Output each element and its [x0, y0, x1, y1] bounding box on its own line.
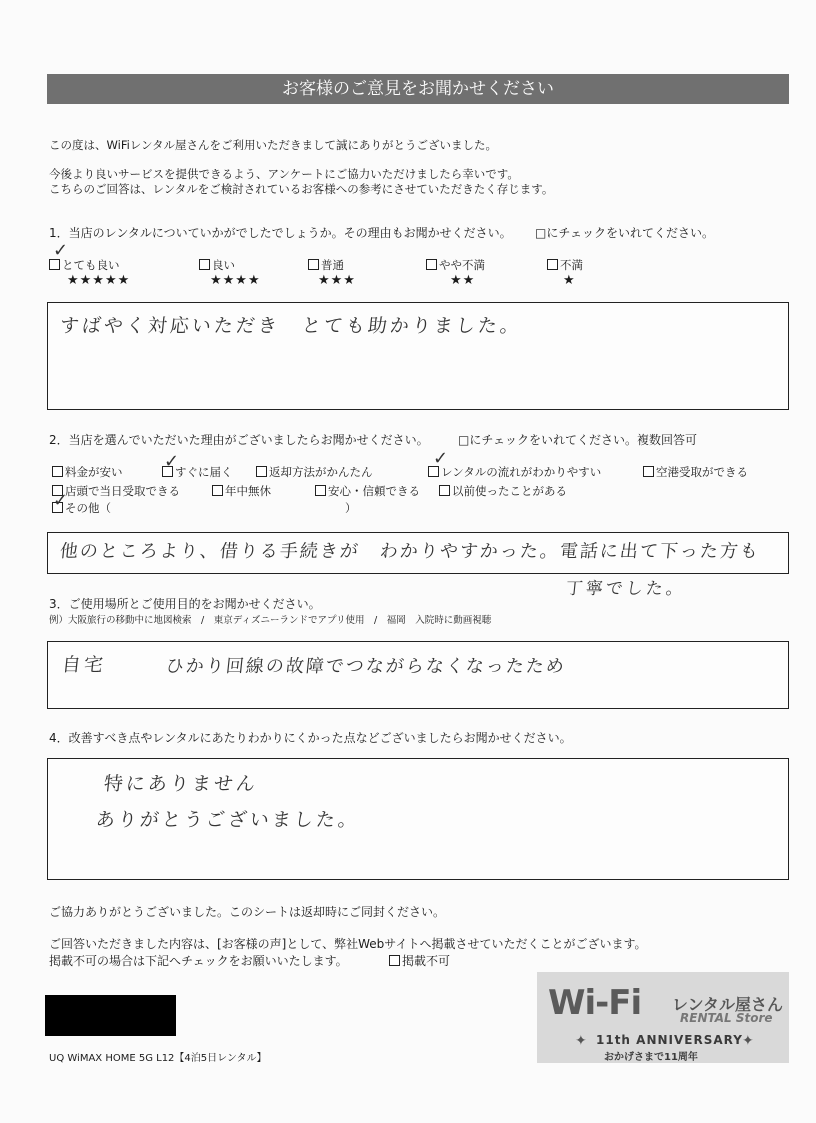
q1-stars-5: ★★★★★ [67, 273, 131, 288]
q1-option-very-good[interactable]: とても良い [49, 257, 120, 273]
q1-instruction: □にチェックをいれてください。 [535, 226, 714, 240]
q4-answer-box[interactable] [47, 758, 789, 880]
sparkle-icon: ✦ [742, 1033, 754, 1049]
checkbox-icon[interactable] [308, 259, 319, 270]
q1-stars-1: ★ [563, 273, 576, 288]
q2-option-trust[interactable]: 安心・信頼できる [315, 483, 420, 499]
q2-option-easy-flow[interactable]: レンタルの流れがわかりやすい [428, 464, 601, 480]
logo-anniversary-text: 11th ANNIVERSARY [596, 1033, 743, 1047]
q1-option-normal[interactable]: 普通 [308, 257, 344, 273]
checkbox-icon[interactable] [199, 259, 210, 270]
checkbox-icon[interactable] [426, 259, 437, 270]
form-title: お客様のご意見をお聞かせください [47, 74, 789, 104]
checkbox-icon[interactable] [389, 955, 400, 966]
opt-out-note: 掲載不可の場合は下記へチェックをお願いいたします。 [49, 954, 348, 968]
q2-option-store-pickup[interactable]: 店頭で当日受取できる [52, 483, 180, 499]
checkbox-icon[interactable] [439, 485, 450, 496]
q2-option-used-before[interactable]: 以前使ったことがある [439, 483, 567, 499]
closing-thanks: ご協力ありがとうございました。このシートは返却時にご同封ください。 [49, 905, 446, 919]
checkbox-icon[interactable] [52, 466, 63, 477]
intro-line-3: こちらのご回答は、レンタルをご検討されているお客様への参考にさせていただきたく存じます。 [49, 182, 554, 196]
q1-question: 1．当店のレンタルについていかがでしたでしょうか。その理由もお聞かせください。 [49, 226, 512, 240]
q2-answer-line-1: 他のところより、借りる手続きが わかりやすかった。電話に出て下った方も [58, 541, 761, 562]
intro-line-1: この度は、WiFiレンタル屋さんをご利用いただきまして誠にありがとうございました。 [49, 138, 498, 152]
checkmark-icon: ✓ [164, 451, 180, 472]
q4-answer-line-1: 特にありません [102, 773, 260, 795]
product-name: UQ WiMAX HOME 5G L12【4泊5日レンタル】 [49, 1053, 267, 1064]
logo-store-text: RENTAL Store [680, 1011, 773, 1025]
q1-option-slightly-dissatisfied[interactable]: やや不満 [426, 257, 485, 273]
q1-stars-3: ★★★ [318, 273, 356, 288]
q2-option-open-all-year[interactable]: 年中無休 [212, 483, 271, 499]
intro-line-2: 今後より良いサービスを提供できるよう、アンケートにご協力いただけましたら幸いです。 [49, 167, 519, 181]
checkmark-icon: ✓ [433, 448, 449, 469]
checkbox-icon[interactable] [212, 485, 223, 496]
q1-stars-4: ★★★★ [210, 273, 261, 288]
checkbox-icon[interactable] [256, 466, 267, 477]
opt-out-checkbox[interactable]: 掲載不可 [389, 952, 450, 969]
checkbox-icon[interactable] [643, 466, 654, 477]
q2-answer-box[interactable] [47, 532, 789, 574]
q2-option-easy-return[interactable]: 返却方法がかんたん [256, 464, 373, 480]
publish-note: ご回答いただきました内容は、[お客様の声]として、弊社Webサイトへ掲載させていただくことがございます。 [49, 937, 647, 951]
q2-question: 2．当店を選んでいただいた理由がございましたらお聞かせください。 [49, 433, 429, 447]
redacted-block [45, 995, 176, 1036]
checkmark-icon: ✓ [53, 240, 69, 261]
logo-subtitle-text: おかげさまで11周年 [604, 1052, 698, 1063]
q2-answer-line-2: 丁寧でした。 [564, 579, 687, 599]
q2-instruction: □にチェックをいれてください。複数回答可 [458, 433, 697, 447]
q4-answer-line-2: ありがとうございました。 [94, 809, 362, 831]
q3-answer-purpose: ひかり回線の故障でつながらなくなったため [164, 656, 567, 677]
checkbox-icon[interactable] [315, 485, 326, 496]
q1-option-good[interactable]: 良い [199, 257, 235, 273]
q1-stars-2: ★★ [450, 273, 476, 288]
q2-option-other[interactable]: その他（ [52, 500, 111, 516]
q1-answer-text: すばやく対応いただき とても助かりました。 [58, 315, 524, 337]
q2-option-airport-pickup[interactable]: 空港受取ができる [643, 464, 748, 480]
q2-option-fast-delivery[interactable]: すぐに届く [162, 464, 233, 480]
logo-rental-text: レンタル屋さん [672, 995, 783, 1014]
q2-option-price[interactable]: 料金が安い [52, 464, 123, 480]
q4-question: 4．改善すべき点やレンタルにあたりわかりにくかった点などございましたらお聞かせください。 [49, 731, 572, 745]
checkmark-icon: ✓ [53, 490, 69, 511]
checkbox-icon[interactable] [547, 259, 558, 270]
logo-wifi-text: Wi-Fi [548, 983, 642, 1023]
q3-answer-place: 自宅 [60, 654, 108, 676]
q1-option-dissatisfied[interactable]: 不満 [547, 257, 583, 273]
q3-example: 例）大阪旅行の移動中に地図検索 / 東京ディズニーランドでアプリ使用 / 福岡 入院時に動画視聴 [49, 615, 492, 626]
sparkle-icon: ✦ [575, 1033, 587, 1049]
q1-answer-box[interactable] [47, 302, 789, 410]
q3-question: 3．ご使用場所とご使用目的をお聞かせください。 [49, 597, 321, 611]
q3-answer-box[interactable] [47, 641, 789, 709]
q2-other-close-paren: ） [345, 501, 357, 515]
